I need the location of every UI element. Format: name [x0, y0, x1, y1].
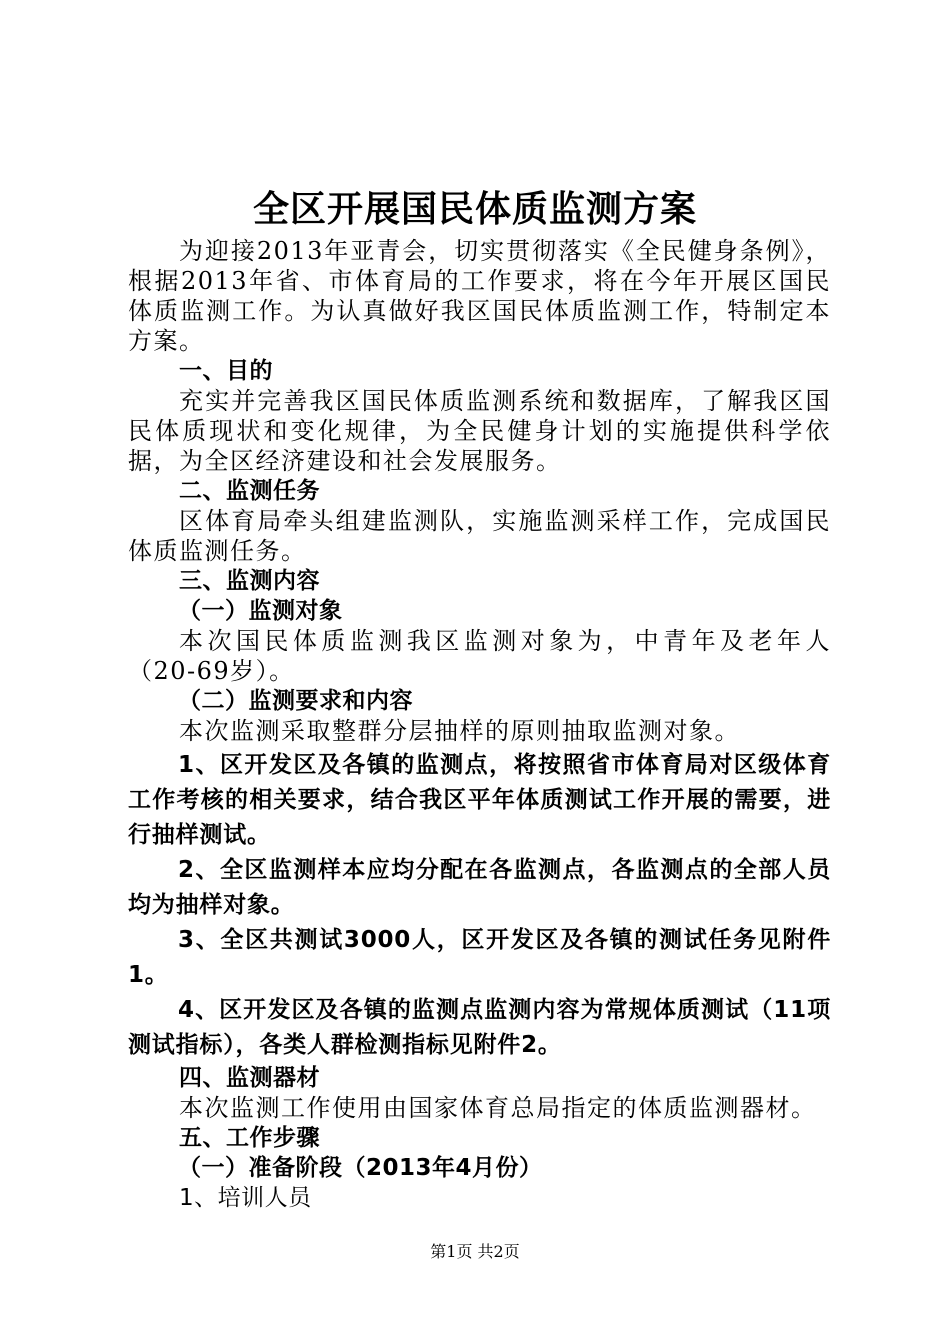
- page-number-footer: 第1页 共2页: [430, 1242, 520, 1261]
- list-item: 4、区开发区及各镇的监测点监测内容为常规体质测试（11项测试指标），各类人群检测指标见附件2。: [128, 997, 831, 1058]
- section-5-heading: 五、工作步骤: [179, 1125, 320, 1151]
- intro-paragraph: 为迎接2013年亚青会，切实贯彻落实《全民健身条例》，根据2013年省、市体育局的工作要求，将在今年开展区国民体质监测工作。为认真做好我区国民体质监测工作，特制定本方案。: [128, 237, 831, 355]
- section-3-sub2-body: 本次监测采取整群分层抽样的原则抽取监测对象。: [179, 717, 740, 745]
- section-2-body: 区体育局牵头组建监测队，实施监测采样工作，完成国民体质监测任务。: [128, 507, 831, 565]
- document-title: 全区开展国民体质监测方案: [252, 189, 697, 230]
- list-item: 3、全区共测试3000人，区开发区及各镇的测试任务见附件1。: [128, 927, 831, 988]
- section-3-sub2-heading: （二）监测要求和内容: [178, 688, 413, 714]
- list-item: 2、全区监测样本应均分配在各监测点，各监测点的全部人员均为抽样对象。: [128, 857, 831, 918]
- section-3-sub1-body: 本次国民体质监测我区监测对象为，中青年及老年人（20-69岁）。: [128, 627, 831, 685]
- section-5-sub1-heading: （一）准备阶段（2013年4月份）: [178, 1155, 543, 1181]
- section-3-heading: 三、监测内容: [179, 568, 320, 594]
- section-3-sub1-heading: （一）监测对象: [178, 598, 343, 624]
- list-item: 1、区开发区及各镇的监测点，将按照省市体育局对区级体育工作考核的相关要求，结合我区平年体质测试工作开展的需要，进行抽样测试。: [128, 752, 831, 848]
- section-1-body: 充实并完善我区国民体质监测系统和数据库，了解我区国民体质现状和变化规律，为全民健身计划的实施提供科学依据，为全区经济建设和社会发展服务。: [128, 387, 831, 475]
- section-4-heading: 四、监测器材: [179, 1065, 320, 1091]
- section-2-heading: 二、监测任务: [179, 478, 320, 504]
- list-item: 1、培训人员: [179, 1185, 312, 1211]
- document-body: [128, 236, 831, 1213]
- section-4-body: 本次监测工作使用由国家体育总局指定的体质监测器材。: [179, 1094, 817, 1122]
- section-1-heading: 一、目的: [179, 358, 273, 384]
